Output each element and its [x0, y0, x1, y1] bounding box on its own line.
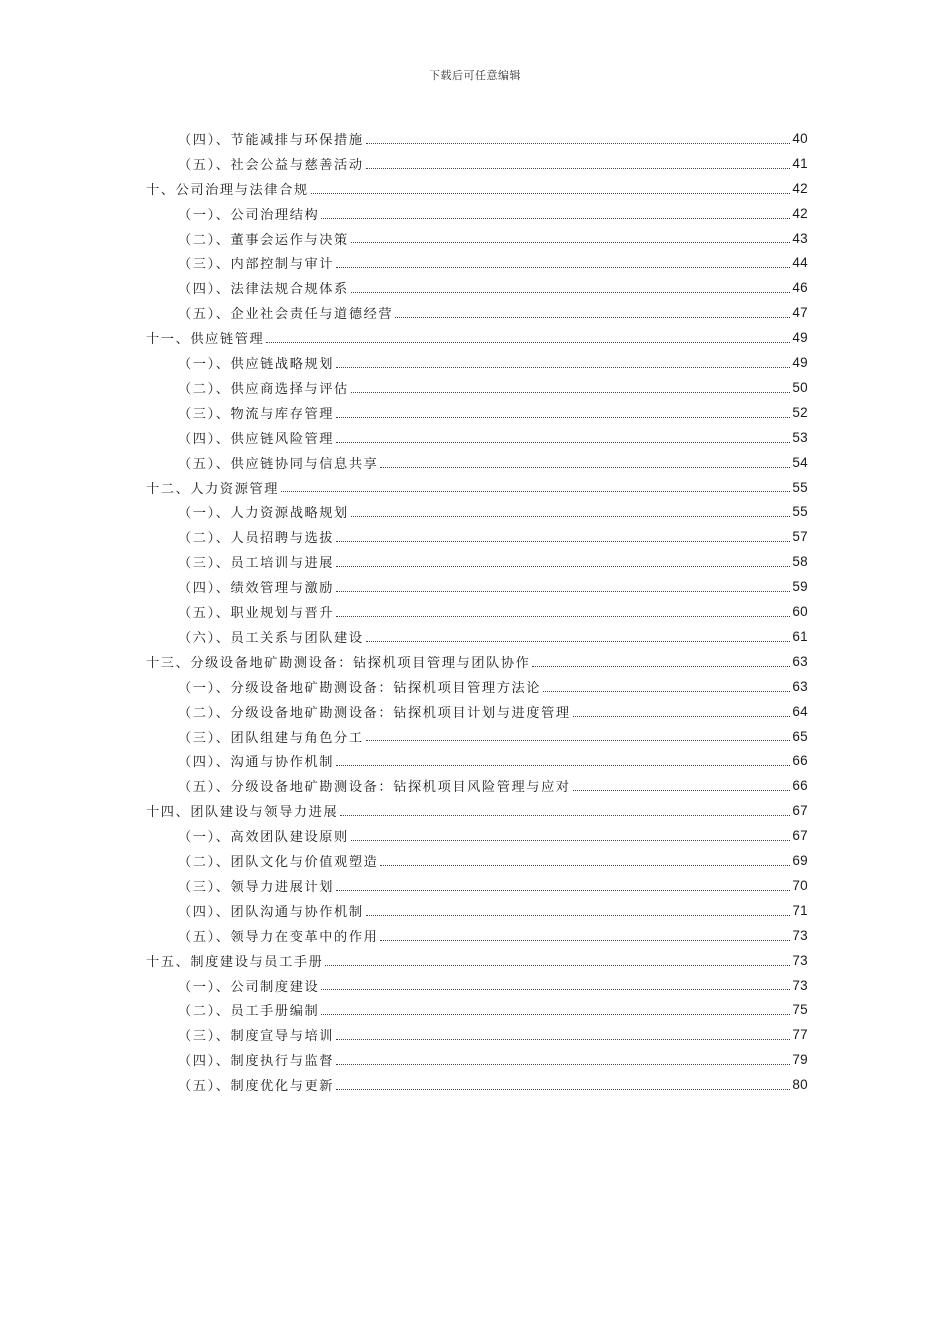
toc-dot-leader [532, 665, 790, 667]
toc-entry-title: （三）、制度宣导与培训 [178, 1029, 335, 1045]
toc-dot-leader [336, 1038, 790, 1040]
toc-section-entry[interactable] [178, 251, 808, 276]
toc-entry-title: 十三、分级设备地矿勘测设备：钻探机项目管理与团队协作 [146, 655, 531, 671]
toc-entry-page-number: 63 [792, 653, 808, 669]
toc-entry-title: （二）、分级设备地矿勘测设备：钻探机项目计划与进度管理 [178, 705, 571, 721]
toc-entry-page-number: 58 [792, 554, 808, 570]
toc-entry-title: （四）、法律法规合规体系 [178, 282, 349, 298]
toc-entry-page-number: 79 [792, 1052, 808, 1068]
toc-section-entry[interactable] [178, 624, 808, 649]
toc-dot-leader [336, 1063, 790, 1065]
toc-entry-page-number: 71 [792, 902, 808, 918]
toc-dot-leader [336, 1088, 790, 1090]
toc-section-entry[interactable] [178, 898, 808, 923]
toc-dot-leader [336, 266, 790, 268]
toc-dot-leader [336, 764, 790, 766]
toc-section-entry[interactable] [178, 151, 808, 176]
toc-entry-page-number: 59 [792, 579, 808, 595]
toc-entry-title: （四）、沟通与协作机制 [178, 755, 335, 771]
toc-section-entry[interactable] [178, 773, 808, 798]
toc-section-entry[interactable] [178, 1072, 808, 1097]
toc-entry-title: （四）、供应链风险管理 [178, 431, 335, 447]
toc-entry-title: （五）、制度优化与更新 [178, 1079, 335, 1095]
toc-entry-page-number: 40 [792, 130, 808, 146]
toc-entry-title: （三）、团队组建与角色分工 [178, 730, 364, 746]
toc-entry-page-number: 54 [792, 454, 808, 470]
toc-dot-leader [351, 839, 791, 841]
toc-entry-title: （六）、员工关系与团队建设 [178, 630, 364, 646]
toc-entry-title: （三）、内部控制与审计 [178, 257, 335, 273]
toc-dot-leader [336, 615, 790, 617]
toc-entry-page-number: 55 [792, 504, 808, 520]
toc-entry-page-number: 42 [792, 180, 808, 196]
toc-section-entry[interactable] [178, 201, 808, 226]
toc-chapter-entry[interactable] [146, 649, 808, 674]
toc-dot-leader [336, 889, 790, 891]
toc-section-entry[interactable] [178, 300, 808, 325]
toc-section-entry[interactable] [178, 400, 808, 425]
toc-entry-page-number: 55 [792, 479, 808, 495]
toc-entry-title: （二）、团队文化与价值观塑造 [178, 855, 379, 871]
toc-entry-title: （五）、企业社会责任与道德经营 [178, 307, 394, 323]
toc-dot-leader [336, 416, 790, 418]
toc-entry-page-number: 73 [792, 952, 808, 968]
toc-entry-title: （一）、供应链战略规划 [178, 357, 335, 373]
toc-dot-leader [543, 690, 790, 692]
toc-dot-leader [573, 715, 791, 717]
toc-entry-title: （三）、领导力进展计划 [178, 879, 335, 895]
toc-entry-title: （一）、高效团队建设原则 [178, 830, 349, 846]
toc-entry-page-number: 65 [792, 728, 808, 744]
toc-entry-page-number: 42 [792, 205, 808, 221]
toc-section-entry[interactable] [178, 599, 808, 624]
toc-section-entry[interactable] [178, 226, 808, 251]
toc-entry-page-number: 57 [792, 529, 808, 545]
toc-section-entry[interactable] [178, 275, 808, 300]
toc-dot-leader [321, 988, 790, 990]
toc-dot-leader [573, 789, 791, 791]
toc-entry-page-number: 67 [792, 828, 808, 844]
toc-entry-page-number: 60 [792, 604, 808, 620]
toc-chapter-entry[interactable] [146, 948, 808, 973]
toc-entry-title: 十二、人力资源管理 [146, 481, 280, 497]
toc-dot-leader [380, 939, 790, 941]
toc-entry-title: 十、公司治理与法律合规 [146, 182, 309, 198]
toc-entry-title: （一）、人力资源战略规划 [178, 506, 349, 522]
toc-dot-leader [336, 366, 790, 368]
toc-section-entry[interactable] [178, 549, 808, 574]
toc-chapter-entry[interactable] [146, 798, 808, 823]
toc-section-entry[interactable] [178, 350, 808, 375]
toc-entry-page-number: 63 [792, 678, 808, 694]
toc-section-entry[interactable] [178, 574, 808, 599]
toc-section-entry[interactable] [178, 450, 808, 475]
toc-entry-page-number: 44 [792, 255, 808, 271]
toc-entry-page-number: 67 [792, 803, 808, 819]
toc-section-entry[interactable] [178, 524, 808, 549]
toc-dot-leader [336, 565, 790, 567]
toc-dot-leader [336, 590, 790, 592]
toc-dot-leader [351, 391, 791, 393]
toc-chapter-entry[interactable] [146, 325, 808, 350]
toc-entry-page-number: 49 [792, 355, 808, 371]
toc-entry-title: （一）、分级设备地矿勘测设备：钻探机项目管理方法论 [178, 680, 542, 696]
toc-section-entry[interactable] [178, 973, 808, 998]
toc-entry-page-number: 50 [792, 379, 808, 395]
toc-entry-page-number: 66 [792, 778, 808, 794]
toc-chapter-entry[interactable] [146, 176, 808, 201]
toc-entry-page-number: 77 [792, 1027, 808, 1043]
toc-entry-title: （五）、供应链协同与信息共享 [178, 456, 379, 472]
toc-entry-page-number: 46 [792, 280, 808, 296]
toc-entry-title: （一）、公司治理结构 [178, 207, 320, 223]
toc-entry-title: （二）、供应商选择与评估 [178, 381, 349, 397]
toc-entry-title: （三）、员工培训与进展 [178, 556, 335, 572]
toc-entry-title: （五）、领导力在变革中的作用 [178, 929, 379, 945]
toc-entry-title: （三）、物流与库存管理 [178, 406, 335, 422]
toc-entry-page-number: 41 [792, 155, 808, 171]
toc-section-entry[interactable] [178, 749, 808, 774]
toc-entry-title: （二）、员工手册编制 [178, 1004, 320, 1020]
toc-entry-page-number: 73 [792, 977, 808, 993]
toc-entry-title: 十五、制度建设与员工手册 [146, 954, 324, 970]
toc-entry-page-number: 73 [792, 927, 808, 943]
toc-section-entry[interactable] [178, 674, 808, 699]
toc-section-entry[interactable] [178, 1047, 808, 1072]
toc-dot-leader [351, 241, 791, 243]
toc-entry-title: （四）、团队沟通与协作机制 [178, 904, 364, 920]
toc-entry-title: （四）、绩效管理与激励 [178, 581, 335, 597]
toc-section-entry[interactable] [178, 923, 808, 948]
toc-entry-page-number: 47 [792, 305, 808, 321]
toc-entry-title: 十一、供应链管理 [146, 332, 265, 348]
toc-dot-leader [366, 739, 791, 741]
toc-entry-title: （四）、制度执行与监督 [178, 1054, 335, 1070]
toc-entry-title: 十四、团队建设与领导力进展 [146, 805, 339, 821]
toc-dot-leader [395, 316, 790, 318]
toc-dot-leader [321, 1013, 790, 1015]
toc-section-entry[interactable] [178, 126, 808, 151]
toc-dot-leader [380, 864, 790, 866]
toc-entry-title: （一）、公司制度建设 [178, 979, 320, 995]
toc-section-entry[interactable] [178, 375, 808, 400]
toc-entry-page-number: 43 [792, 230, 808, 246]
toc-dot-leader [340, 814, 790, 816]
toc-entry-page-number: 61 [792, 628, 808, 644]
toc-section-entry[interactable] [178, 873, 808, 898]
toc-dot-leader [366, 167, 791, 169]
toc-dot-leader [366, 142, 791, 144]
toc-dot-leader [366, 914, 791, 916]
page-header: 下载后可任意编辑 [429, 69, 521, 82]
toc-dot-leader [380, 466, 790, 468]
toc-dot-leader [351, 515, 791, 517]
toc-entry-title: （五）、社会公益与慈善活动 [178, 157, 364, 173]
toc-section-entry[interactable] [178, 998, 808, 1023]
toc-section-entry[interactable] [178, 699, 808, 724]
toc-entry-page-number: 66 [792, 753, 808, 769]
toc-entry-page-number: 70 [792, 877, 808, 893]
toc-entry-title: （五）、职业规划与晋升 [178, 606, 335, 622]
toc-section-entry[interactable] [178, 823, 808, 848]
toc-entry-page-number: 80 [792, 1077, 808, 1093]
toc-section-entry[interactable] [178, 848, 808, 873]
toc-dot-leader [311, 192, 791, 194]
toc-entry-title: （四）、节能减排与环保措施 [178, 132, 364, 148]
toc-section-entry[interactable] [178, 425, 808, 450]
toc-dot-leader [321, 217, 790, 219]
toc-dot-leader [336, 441, 790, 443]
toc-chapter-entry[interactable] [146, 475, 808, 500]
toc-dot-leader [351, 291, 791, 293]
toc-section-entry[interactable] [178, 724, 808, 749]
toc-entry-title: （二）、董事会运作与决策 [178, 232, 349, 248]
toc-dot-leader [366, 640, 791, 642]
toc-entry-page-number: 52 [792, 404, 808, 420]
toc-dot-leader [281, 490, 790, 492]
toc-section-entry[interactable] [178, 500, 808, 525]
toc-dot-leader [325, 964, 790, 966]
toc-entry-page-number: 49 [792, 330, 808, 346]
toc-entry-title: （二）、人员招聘与选拔 [178, 531, 335, 547]
toc-entry-title: （五）、分级设备地矿勘测设备：钻探机项目风险管理与应对 [178, 780, 571, 796]
toc-entry-page-number: 64 [792, 703, 808, 719]
toc-dot-leader [266, 341, 790, 343]
toc-section-entry[interactable] [178, 1022, 808, 1047]
toc-entry-page-number: 69 [792, 853, 808, 869]
toc-entry-page-number: 53 [792, 429, 808, 445]
toc-dot-leader [336, 540, 790, 542]
toc-entry-page-number: 75 [792, 1002, 808, 1018]
